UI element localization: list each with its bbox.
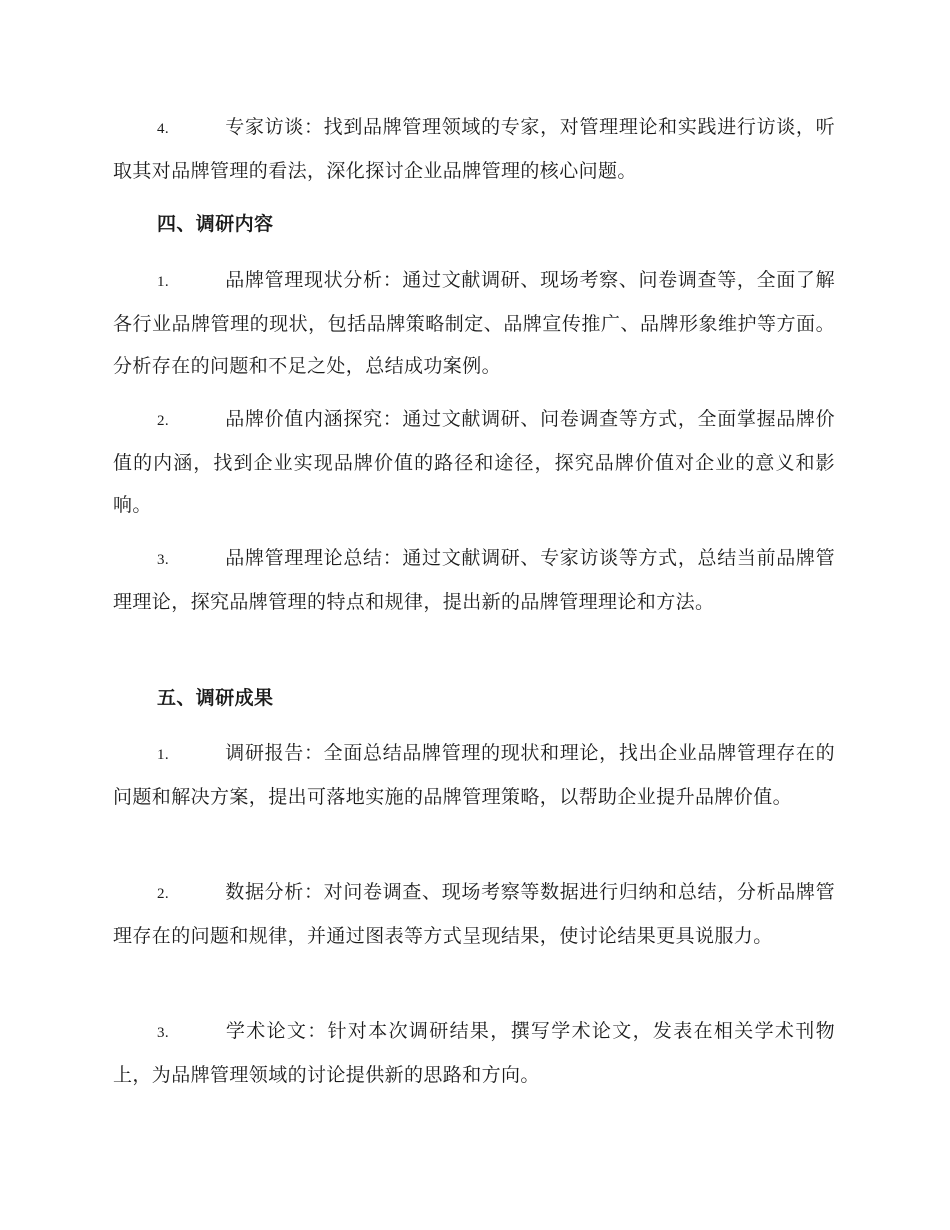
list-item [113,732,835,818]
list-item [113,106,835,192]
section-heading-content: 四、调研内容 [157,213,274,235]
paragraph [113,398,835,526]
item-number: 3. [157,1025,170,1041]
item-number: 1. [157,274,170,290]
item-text: 学术论文：针对本次调研结果，撰写学术论文，发表在相关学术刊物上，为品牌管理领域的讨论提供新的思路和方向。 [113,1020,835,1086]
list-item [113,871,835,957]
item-text: 品牌管理理论总结：通过文献调研、专家访谈等方式，总结当前品牌管理理论，探究品牌管理的特点和规律，提出新的品牌管理理论和方法。 [113,547,835,613]
item-text: 数据分析：对问卷调查、现场考察等数据进行归纳和总结，分析品牌管理存在的问题和规律，并通过图表等方式呈现结果，使讨论结果更具说服力。 [113,881,835,947]
list-item [113,537,835,623]
paragraph [113,259,835,387]
paragraph [113,732,835,818]
item-number: 4. [157,121,170,137]
item-text: 调研报告：全面总结品牌管理的现状和理论，找出企业品牌管理存在的问题和解决方案，提出可落地实施的品牌管理策略，以帮助企业提升品牌价值。 [113,742,835,808]
item-text: 专家访谈：找到品牌管理领域的专家，对管理理论和实践进行访谈，听取其对品牌管理的看法，深化探讨企业品牌管理的核心问题。 [113,116,835,182]
item-number: 2. [157,413,170,429]
item-number: 2. [157,886,170,902]
paragraph [113,871,835,957]
paragraph [113,106,835,192]
list-item [113,259,835,387]
list-item [113,398,835,526]
section-heading-results: 五、调研成果 [157,687,274,709]
list-item [113,1010,835,1096]
item-text: 品牌价值内涵探究：通过文献调研、问卷调查等方式，全面掌握品牌价值的内涵，找到企业实现品牌价值的路径和途径，探究品牌价值对企业的意义和影响。 [113,408,835,516]
item-text: 品牌管理现状分析：通过文献调研、现场考察、问卷调查等，全面了解各行业品牌管理的现状，包括品牌策略制定、品牌宣传推广、品牌形象维护等方面。分析存在的问题和不足之处，总结成功案例。 [113,269,835,377]
item-number: 3. [157,552,170,568]
item-number: 1. [157,747,170,763]
paragraph [113,1010,835,1096]
paragraph [113,537,835,623]
